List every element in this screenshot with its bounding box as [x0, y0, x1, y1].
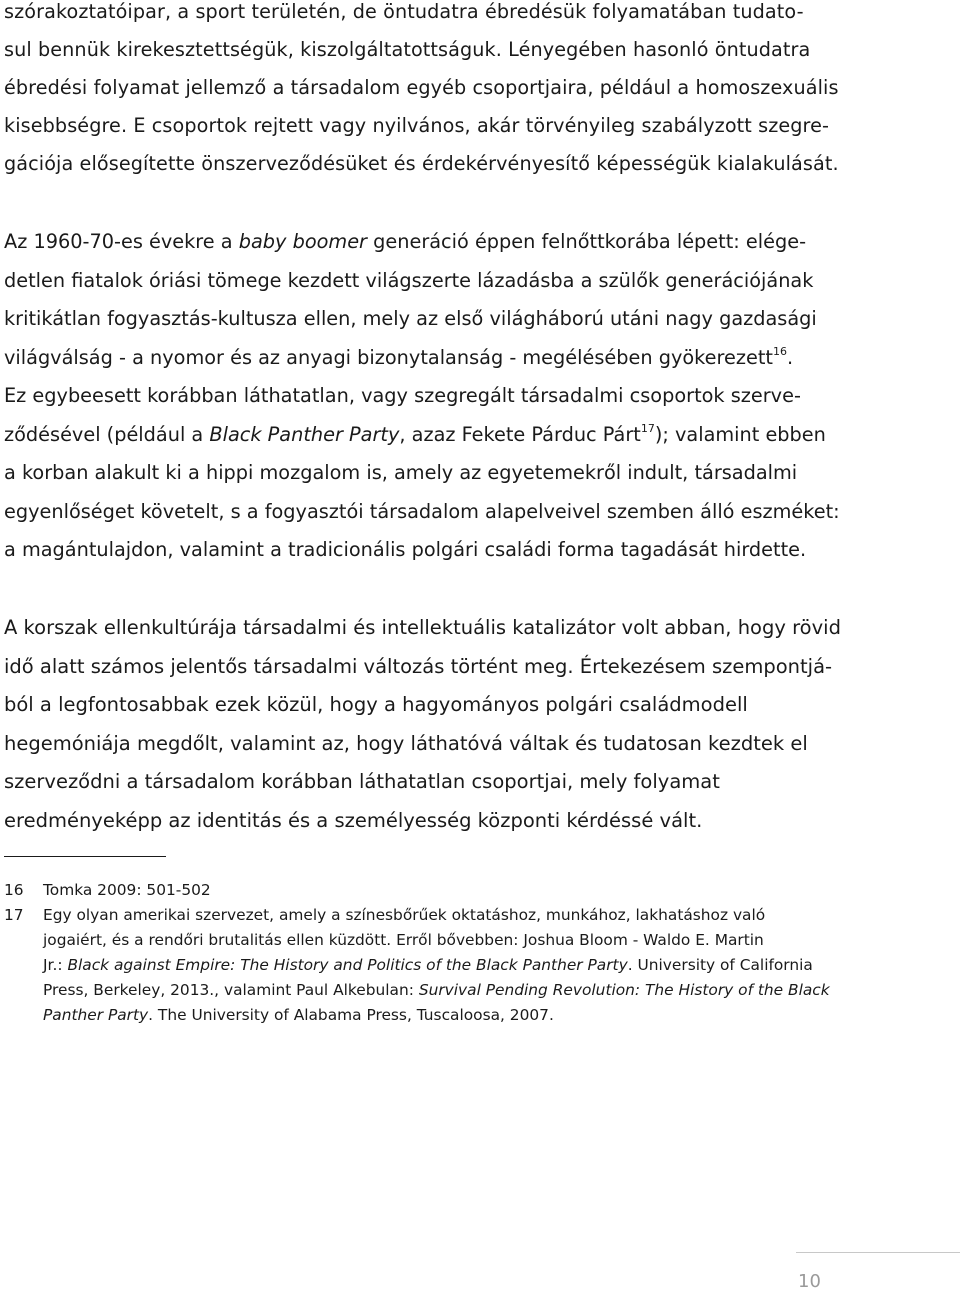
footnote-ref-16[interactable]: 16 [772, 345, 787, 358]
text-line: sul bennük kirekesztettségük, kiszolgáltatottságuk. Lényegében hasonló öntudatra [4, 38, 811, 61]
page-footer-rule [796, 1252, 960, 1253]
footnote-number-16: 16 [4, 881, 24, 899]
book-title: Survival Pending Revolution: The History of the Black [418, 981, 830, 999]
text-line: szerveződni a társadalom korábban láthatatlan csoportjai, mely folyamat [4, 770, 720, 793]
text-line: ződésével (például a Black Panther Party, azaz Fekete Párduc Párt$^{17}$); valamint ebben [4, 422, 826, 446]
text-line: detlen fiatalok óriási tömege kezdett világszerte lázadásba a szülők generációjának [4, 269, 814, 292]
footnote-ref-17[interactable]: 17 [640, 422, 655, 435]
text-line: Ez egybeesett korábban láthatatlan, vagy szegregált társadalmi csoportok szerve- [4, 384, 801, 407]
text-line: ból a legfontosabbak ezek közül, hogy a hagyományos polgári családmodell [4, 693, 748, 716]
text-line: egyenlőséget követelt, s a fogyasztói társadalom alapelveivel szemben álló eszméket: [4, 500, 840, 523]
footnote-separator [4, 856, 166, 857]
book-title: Panther Party [43, 1006, 149, 1024]
text-line: kisebbségre. E csoportok rejtett vagy nyilvános, akár törvényileg szabályzott szegre- [4, 114, 830, 137]
page-number: 10 [798, 1271, 821, 1292]
text-line: idő alatt számos jelentős társadalmi változás történt meg. Értekezésem szempontjá- [4, 655, 833, 678]
footnote-text-line: Egy olyan amerikai szervezet, amely a színesbőrűek oktatáshoz, munkához, lakhatáshoz való [43, 906, 766, 924]
footnote-text-line: Press, Berkeley, 2013., valamint Paul Alkebulan: Survival Pending Revolution: The History of the Black [43, 981, 830, 999]
text-line: gációja elősegítette önszerveződésüket és érdekérvényesítő képességük kialakulását. [4, 152, 839, 175]
text-line: kritikátlan fogyasztás-kultusza ellen, mely az első világháború utáni nagy gazdasági [4, 307, 817, 330]
text-line: ébredési folyamat jellemző a társadalom egyéb csoportjaira, például a homoszexuális [4, 76, 839, 99]
italic-term: baby boomer [238, 230, 367, 253]
footnote-number-17: 17 [4, 906, 24, 924]
italic-term: Black Panther Party [209, 423, 400, 446]
text-line: eredményeképp az identitás és a személyesség központi kérdéssé vált. [4, 809, 703, 832]
footnote-text-16: Tomka 2009: 501-502 [43, 881, 211, 899]
text-line: hegemóniája megdőlt, valamint az, hogy láthatóvá váltak és tudatosan kezdtek el [4, 732, 808, 755]
text-line: világválság - a nyomor és az anyagi bizonytalanság - megélésében gyökerezett$^{16}$. [4, 345, 794, 369]
text-line: a korban alakult ki a hippi mozgalom is, amely az egyetemekről indult, társadalmi [4, 461, 798, 484]
book-title: Black against Empire: The History and Politics of the Black Panther Party [67, 956, 628, 974]
text-line: a magántulajdon, valamint a tradicionális polgári családi forma tagadását hirdette. [4, 538, 807, 561]
text-line: Az 1960-70-es évekre a baby boomer generáció éppen felnőttkorába lépett: elége- [4, 230, 807, 253]
footnote-text-line: Panther Party. The University of Alabama Press, Tuscaloosa, 2007. [43, 1006, 554, 1024]
footnote-text-line: jogaiért, és a rendőri brutalitás ellen küzdött. Erről bővebben: Joshua Bloom - Waldo E. Martin [43, 931, 764, 949]
text-line: A korszak ellenkultúrája társadalmi és intellektuális katalizátor volt abban, hogy rövid [4, 616, 841, 639]
text-line: szórakoztatóipar, a sport területén, de öntudatra ébredésük folyamatában tudato- [4, 0, 804, 23]
footnote-text-line: Jr.: Black against Empire: The History and Politics of the Black Panther Party. University of California [43, 956, 813, 974]
